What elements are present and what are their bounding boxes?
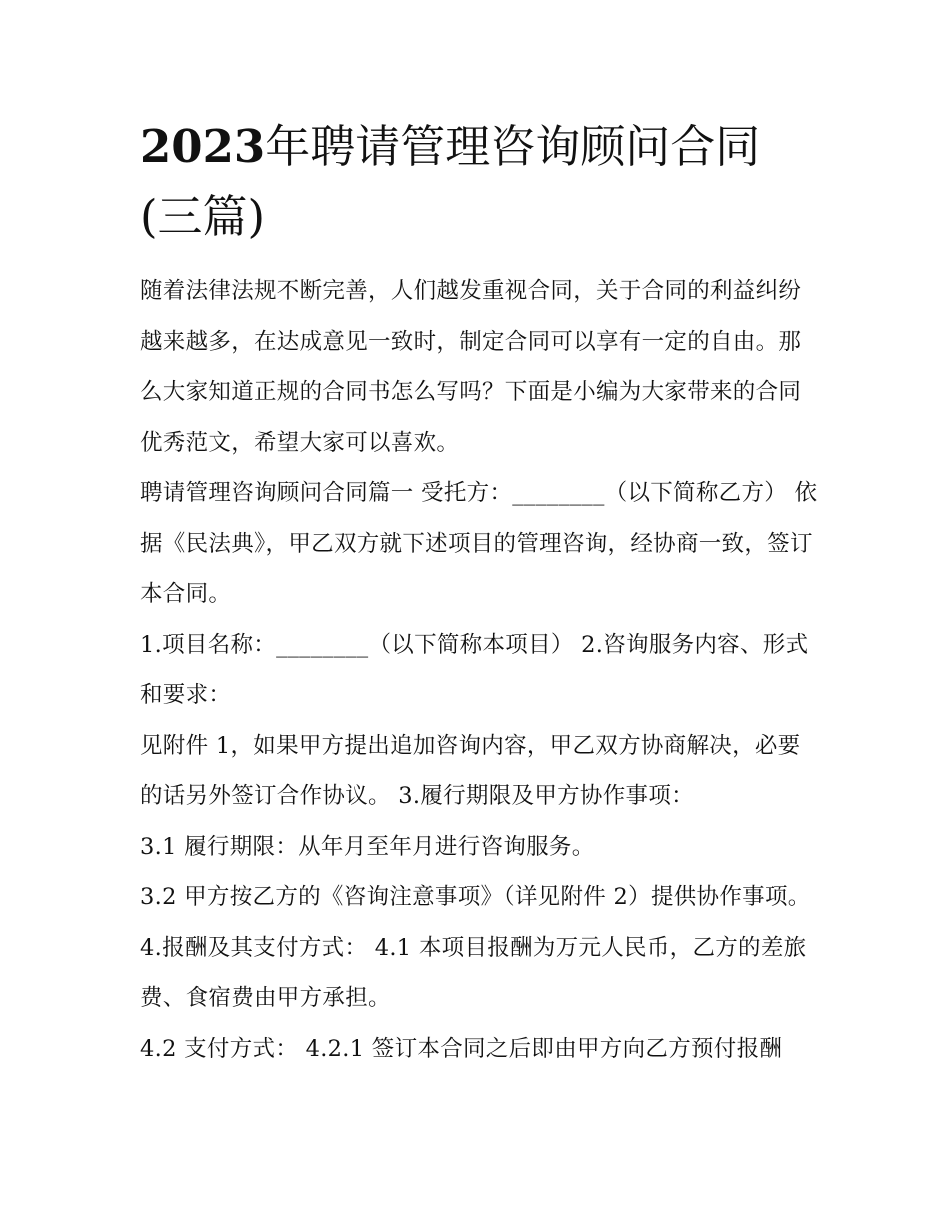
item-payment-method: 4.2 支付方式： 4.2.1 签订本合同之后即由甲方向乙方预付报酬 xyxy=(140,1035,783,1062)
document-page xyxy=(140,112,820,1074)
item-project-name: 1.项目名称：________（以下简称本项目） 2.咨询服务内容、形式和要求： xyxy=(140,631,809,708)
item-term: 3.1 履行期限：从年月至年月进行咨询服务。 xyxy=(140,833,595,860)
item-attachment-note: 见附件 1，如果甲方提出追加咨询内容，甲乙双方协商解决，必要的话另外签订合作协议。 3.履行期限及甲方协作事项： xyxy=(140,732,801,809)
document-title xyxy=(140,112,820,252)
intro-paragraph: 随着法律法规不断完善，人们越发重视合同，关于合同的利益纠纷越来越多，在达成意见一致时，制定合同可以享有一定的自由。那么大家知道正规的合同书怎么写吗？下面是小编为大家带来的合同优秀范文，希望大家可以喜欢。 xyxy=(140,278,802,456)
contract-intro-paragraph: 聘请管理咨询顾问合同篇一 受托方：________（以下简称乙方） 依据《民法典》，甲乙双方就下述项目的管理咨询，经协商一致，签订本合同。 xyxy=(140,480,818,607)
title-year: 2023 xyxy=(140,120,266,173)
title-subtitle: (三篇) xyxy=(140,190,266,243)
title-text: 年聘请管理咨询顾问合同 xyxy=(265,120,761,173)
item-cooperation: 3.2 甲方按乙方的《咨询注意事项》（详见附件 2）提供协作事项。 4.报酬及其支付方式： 4.1 本项目报酬为万元人民币，乙方的差旅费、食宿费由甲方承担。 xyxy=(140,884,811,1011)
